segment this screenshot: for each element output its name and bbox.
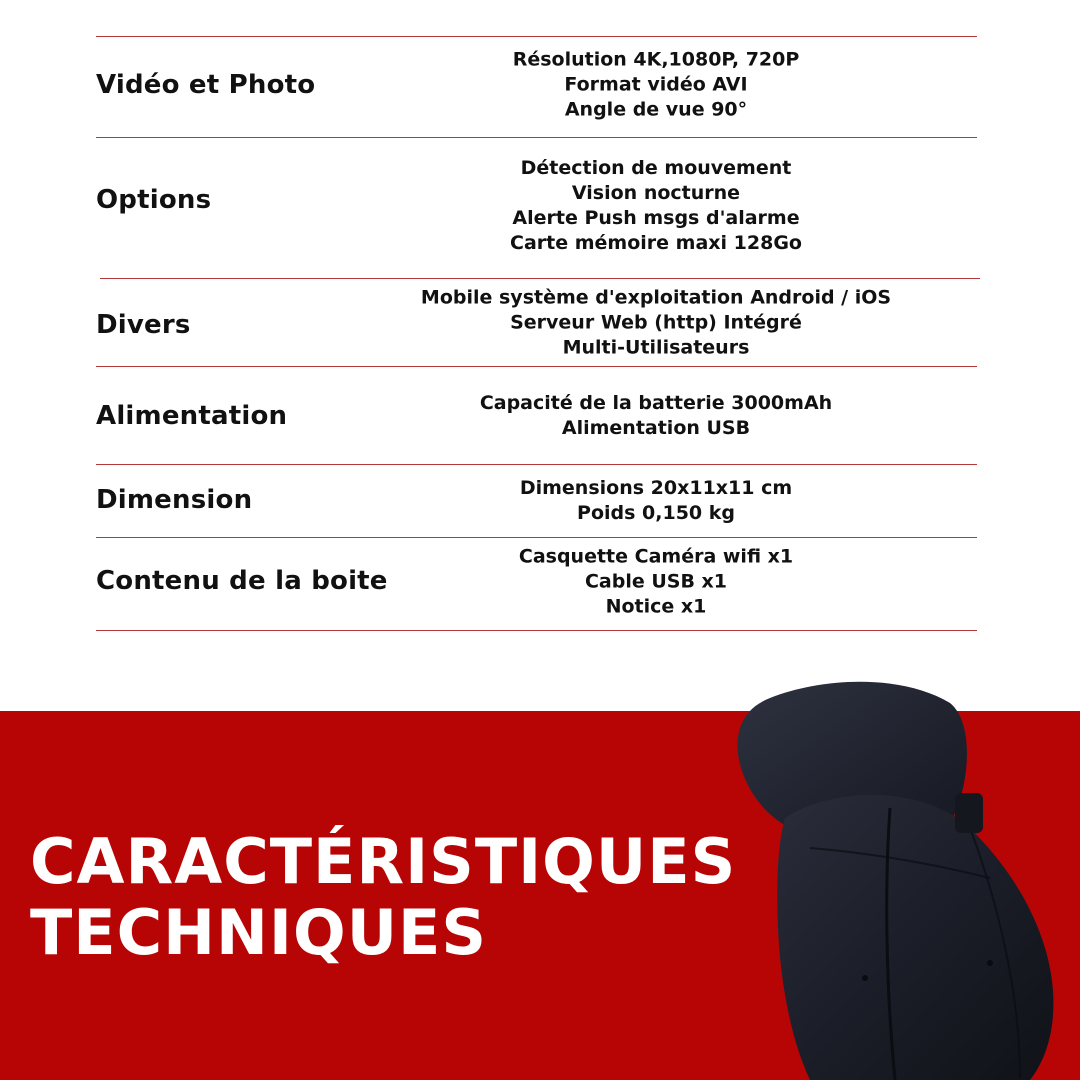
spec-label-options: Options — [96, 185, 212, 215]
cap-crown — [777, 795, 1053, 1080]
spec-label-alimentation: Alimentation — [96, 401, 288, 431]
banner-title-line2: TECHNIQUES — [30, 896, 488, 969]
divider — [96, 464, 977, 465]
spec-value: Multi-Utilisateurs — [562, 336, 750, 359]
spec-values-dimension — [400, 476, 912, 526]
spec-value: Cable USB x1 — [584, 570, 728, 593]
divider — [96, 137, 977, 138]
spec-values-contenu — [400, 545, 912, 620]
spec-values-alimentation — [400, 391, 912, 441]
spec-value: Résolution 4K,1080P, 720P — [512, 48, 800, 71]
spec-label-dimension: Dimension — [96, 485, 253, 515]
spec-values-divers — [400, 286, 912, 361]
spec-value: Vision nocturne — [571, 182, 741, 204]
spec-value: Détection de mouvement — [520, 157, 792, 179]
cap-eyelet — [862, 975, 868, 981]
spec-values-options — [400, 156, 912, 256]
spec-value: Serveur Web (http) Intégré — [510, 311, 802, 334]
cap-strap — [955, 793, 983, 833]
spec-value: Poids 0,150 kg — [577, 502, 735, 524]
cap-eyelet — [987, 960, 993, 966]
spec-value: Format vidéo AVI — [564, 73, 748, 96]
banner-title — [30, 826, 736, 968]
spec-values-video-photo — [400, 48, 912, 123]
divider — [96, 36, 977, 37]
spec-value: Notice x1 — [605, 595, 707, 618]
spec-value: Alerte Push msgs d'alarme — [512, 207, 800, 229]
spec-label-divers: Divers — [96, 310, 191, 340]
spec-value: Angle de vue 90° — [564, 98, 748, 121]
spec-label-video-photo: Vidéo et Photo — [96, 70, 316, 100]
cap-camera-image — [700, 678, 1080, 1080]
spec-value: Capacité de la batterie 3000mAh — [479, 392, 833, 414]
divider — [96, 366, 977, 367]
spec-value: Carte mémoire maxi 128Go — [510, 232, 802, 254]
divider — [96, 537, 977, 538]
divider — [96, 630, 977, 631]
spec-label-contenu: Contenu de la boite — [96, 566, 388, 596]
spec-value: Mobile système d'exploitation Android / iOS — [420, 286, 892, 309]
banner-title-line1: CARACTÉRISTIQUES — [30, 825, 737, 898]
spec-value: Casquette Caméra wifi x1 — [518, 545, 794, 568]
spec-value: Dimensions 20x11x11 cm — [519, 477, 793, 499]
spec-value: Alimentation USB — [561, 417, 751, 439]
divider — [100, 278, 980, 279]
